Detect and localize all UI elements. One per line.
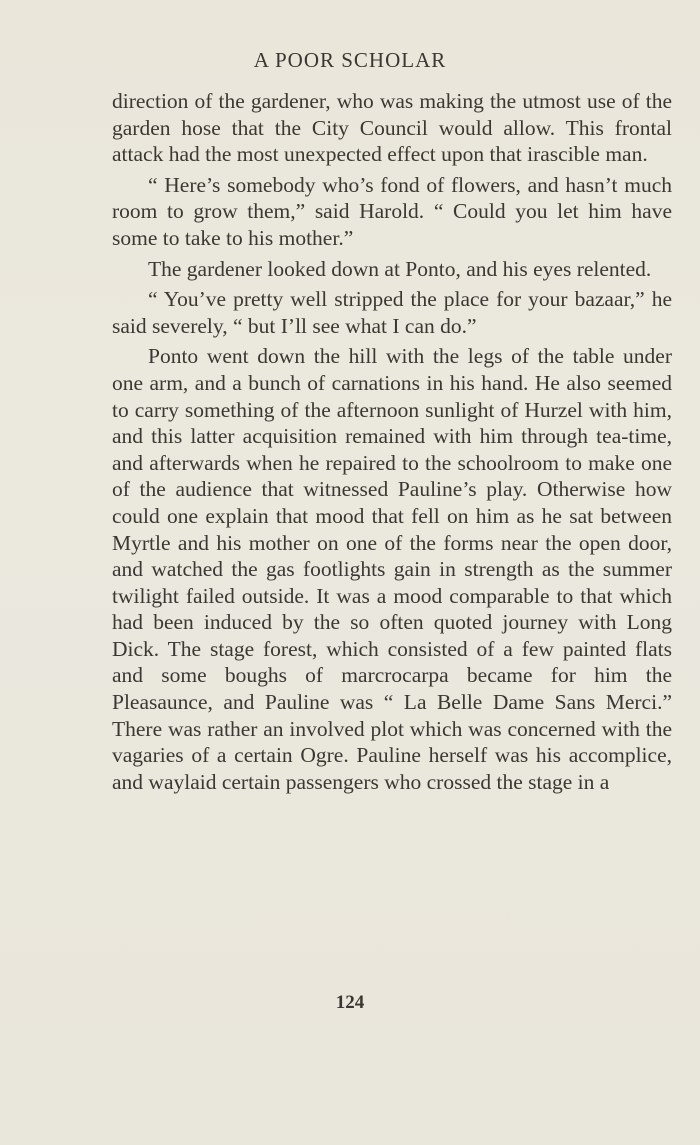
paragraph: “ Here’s somebody who’s fond of flowers, and hasn’t much room to grow them,” said Harold. “ Could you let him have some to take to his mother.” — [112, 172, 672, 250]
paragraph: “ You’ve pretty well stripped the place for your bazaar,” he said severely, “ but I’ll see what I can do.” — [112, 287, 672, 338]
page-number: 124 — [335, 992, 365, 1013]
body-text — [112, 88, 672, 795]
running-head: A POOR SCHOLAR — [253, 48, 447, 72]
paragraph-continued: direction of the gardener, who was making the utmost use of the garden hose that the City Council would allow. This frontal attack had the most unexpected effect upon that irascible man. — [112, 89, 672, 167]
paragraph: The gardener looked down at Ponto, and his eyes relented. — [148, 256, 652, 281]
paragraph: Ponto went down the hill with the legs of the table under one arm, and a bunch of carnations in his hand. He also seemed to carry something of the afternoon sunlight of Hurzel with him, and this latter acquisition remained with him through tea-time, and afterwards when he repaired to the schoolroom to make one of the audience that witnessed Pauline’s play. Otherwise how could one explain that mood that fell on him as he sat between Myrtle and his mother on one of the forms near the open door, and watched the gas footlights gain in strength as the summer twilight failed outside. It was a mood comparable to that which had been induced by the so often quoted journey with Long Dick. The stage forest, which consisted of a few painted flats and some boughs of marcrocarpa became for him the Pleasaunce, and Pauline was “ La Belle Dame Sans Merci.” There was rather an involved plot which was concerned with the vagaries of a certain Ogre. Pauline herself was his accomplice, and waylaid certain passengers who crossed the stage in a — [112, 344, 672, 794]
